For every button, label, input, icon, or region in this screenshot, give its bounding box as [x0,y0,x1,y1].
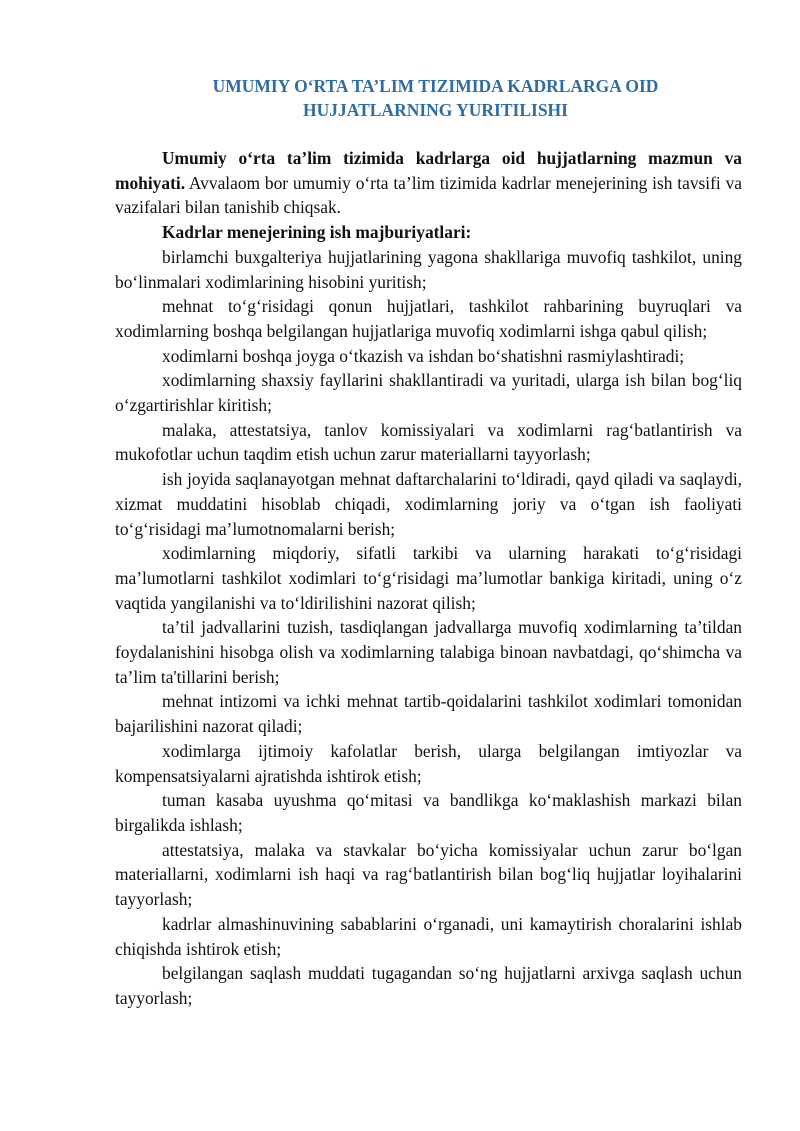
duty-item: ish joyida saqlanayotgan mehnat daftarchalarini to‘ldiradi, qayd qiladi va saqlaydi, xizmat muddatini hisoblab chiqadi, xodimlarning joriy va o‘tgan ish faoliyati to‘g‘risidagi ma’lumotnomalarni berish; [115,469,742,539]
duty-item: mehnat intizomi va ichki mehnat tartib-qoidalarini tashkilot xodimlari tomonidan bajarilishini nazorat qiladi; [115,691,742,737]
duty-item: xodimlarning miqdoriy, sifatli tarkibi va ularning harakati to‘g‘risidagi ma’lumotlarni tashkilot xodimlari to‘g‘risidagi ma’lumotlar bankiga kiritadi, uning o‘z vaqtida yangilanishi va to‘ldirilishini nazorat qilish; [115,543,742,613]
duties-heading: Kadrlar menejerining ish majburiyatlari: [162,222,472,243]
intro-paragraph [115,146,742,220]
document-page [115,74,742,1011]
title-line-2: HUJJATLARNING YURITILISHI [303,100,568,120]
duty-item: xodimlarga ijtimoiy kafolatlar berish, ularga belgilangan imtiyozlar va kompensatsiyalarni ajratishda ishtirok etish; [115,740,742,786]
duty-item: mehnat to‘g‘risidagi qonun hujjatlari, tashkilot rahbarining buyruqlari va xodimlarning boshqa belgilangan hujjatlariga muvofiq xodimlarni ishga qabul qilish; [115,296,742,341]
intro-bold-lead: Umumiy o‘rta ta’lim tizimida kadrlarga oid hujjatlarning mazmun va mohiyati. [115,148,742,193]
duty-item: attestatsiya, malaka va stavkalar bo‘yicha komissiyalar uchun zarur bo‘lgan materiallarni, xodimlarni ish haqi va rag‘batlantirish bilan bog‘liq hujjatlar loyihalarini tayyorlash; [115,839,742,910]
duty-item: xodimlarni boshqa joyga o‘tkazish va ishdan bo‘shatishni rasmiylashtiradi; [162,345,685,366]
title-line-1: UMUMIY O‘RTA TA’LIM TIZIMIDA KADRLARGA OID [212,76,659,96]
duty-item: ta’til jadvallarini tuzish, tasdiqlangan jadvallarga muvofiq xodimlarning ta’tildan foydalanishini hisobga olish va xodimlarning talabiga binoan navbatdagi, qo‘shimcha va ta’lim ta'tillarini berish; [115,617,742,687]
document-title [115,74,742,122]
duty-item: tuman kasaba uyushma qo‘mitasi va bandlikga ko‘maklashish markazi bilan birgalikda ishlash; [115,790,742,835]
duty-item: malaka, attestatsiya, tanlov komissiyalari va xodimlarni rag‘batlantirish va mukofotlar uchun taqdim etish uchun zarur materiallarni tayyorlash; [115,419,742,465]
duty-item: xodimlarning shaxsiy fayllarini shakllantiradi va yuritadi, ularga ish bilan bog‘liq o‘zgartirishlar kiritish; [115,370,742,416]
duty-item: belgilangan saqlash muddati tugagandan so‘ng hujjatlarni arxivga saqlash uchun tayyorlash; [115,963,742,1008]
duty-item: kadrlar almashinuvining sabablarini o‘rganadi, uni kamaytirish choralarini ishlab chiqishda ishtirok etish; [115,913,742,959]
intro-text: Avvalaom bor umumiy o‘rta ta’lim tizimida kadrlar menejerining ish tavsifi va vazifalari bilan tanishib chiqsak. [115,172,742,218]
duty-item: birlamchi buxgalteriya hujjatlarining yagona shakllariga muvofiq tashkilot, uning bo‘linmalari xodimlarining hisobini yuritish; [115,246,742,292]
